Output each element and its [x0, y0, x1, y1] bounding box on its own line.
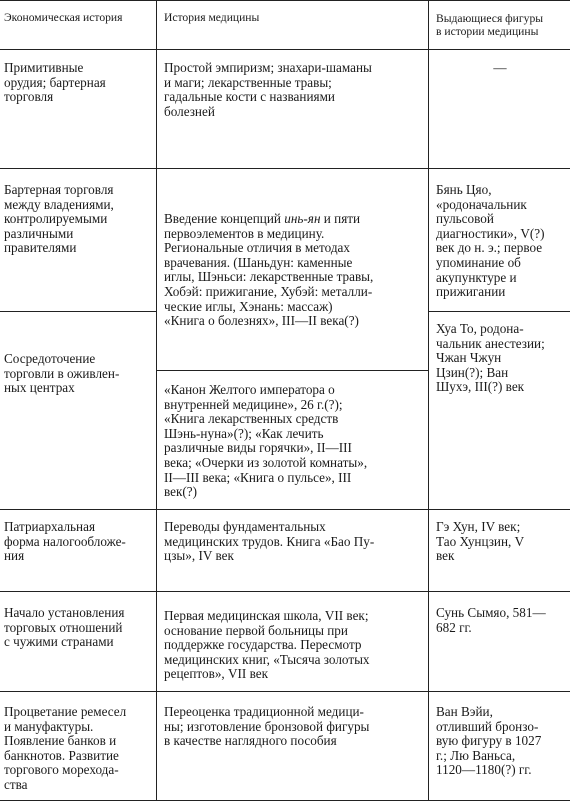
row2-medicine: Введение концепций инь-ян и пяти первоэлементов в медицину. Региональные отличия в методах врачевания. (Шаньдун: каменные иглы, Шэньси: лекарственные травы, Хобэй: прижигание, Хубэй: металли- ческие иглы, Хэнань: массаж) «Книга о болезнях», III—II века(?)	[164, 211, 374, 329]
row-divider	[0, 509, 570, 510]
row3-economic: Сосредоточение торговли в оживлен- ных центрах	[4, 351, 120, 396]
header-economic: Экономическая история	[4, 11, 123, 24]
row-divider	[0, 168, 570, 169]
row5-economic: Начало установления торговых отношений с чужими странами	[4, 605, 125, 650]
table-top-rule	[0, 0, 570, 1]
row4-economic: Патриархальная форма налогообложе- ния	[4, 519, 126, 564]
row2-figures: Бянь Цяо, «родоначальник пульсовой диагностики», V(?) век до н. э.; первое упоминание об акупунктуре и прижигании	[436, 182, 545, 300]
figures-cell-divider	[428, 311, 570, 312]
row-divider	[0, 691, 570, 692]
economic-cell-divider	[0, 311, 156, 312]
row1-medicine: Простой эмпиризм; знахари-шаманы и маги; лекарственные травы; гадальные кости с названиями болезней	[164, 60, 372, 119]
row6-economic: Процветание ремесел и мануфактуры. Появление банков и банкнотов. Развитие торгового морехода- ства	[4, 704, 127, 792]
row4-figures: Гэ Хун, IV век; Тао Хунцзин, V век	[436, 519, 525, 564]
header-bottom-rule	[0, 49, 570, 50]
column-divider	[156, 0, 157, 801]
header-figures: Выдающиеся фигуры в истории медицины	[436, 12, 544, 38]
row1-economic: Примитивные орудия; бартерная торговля	[4, 60, 106, 105]
row3-figures: Хуа То, родона- чальник анестезии; Чжан Чжун Цзин(?); Ван Шухэ, III(?) век	[436, 321, 545, 395]
row6-medicine: Переоценка традиционной медици- ны; изготовление бронзовой фигуры в качестве наглядного пособия	[164, 704, 370, 749]
yin-yang-term: инь-ян	[284, 211, 321, 226]
row3-medicine: «Канон Желтого императора о внутренней медицине», 26 г.(?); «Книга лекарственных средств Шэнь-нуна»(?); «Как лечить различные виды горячки», II—III века; «Очерки из золотой комнаты», II—III века; «Книга о пульсе», III век(?)	[164, 382, 368, 500]
header-medicine: История медицины	[164, 11, 260, 24]
row4-medicine: Переводы фундаментальных медицинских трудов. Книга «Бао Пу- цзы», IV век	[164, 519, 375, 564]
row6-figures: Ван Вэйи, отливший бронзо- вую фигуру в 1027 г.; Лю Ваньса, 1120—1180(?) гг.	[436, 704, 542, 778]
row2-economic: Бартерная торговля между владениями, контролируемыми различными правителями	[4, 182, 114, 256]
row-divider	[0, 591, 570, 592]
medicine-cell-divider	[156, 370, 428, 371]
column-divider	[428, 0, 429, 801]
row5-medicine: Первая медицинская школа, VII век; основание первой больницы при поддержке государства. Пересмотр медицинских книг, «Тысяча золотых рецептов», VII век	[164, 608, 370, 682]
row5-figures: Сунь Сымяо, 581— 682 гг.	[436, 605, 546, 635]
row1-figures: —	[493, 60, 507, 75]
